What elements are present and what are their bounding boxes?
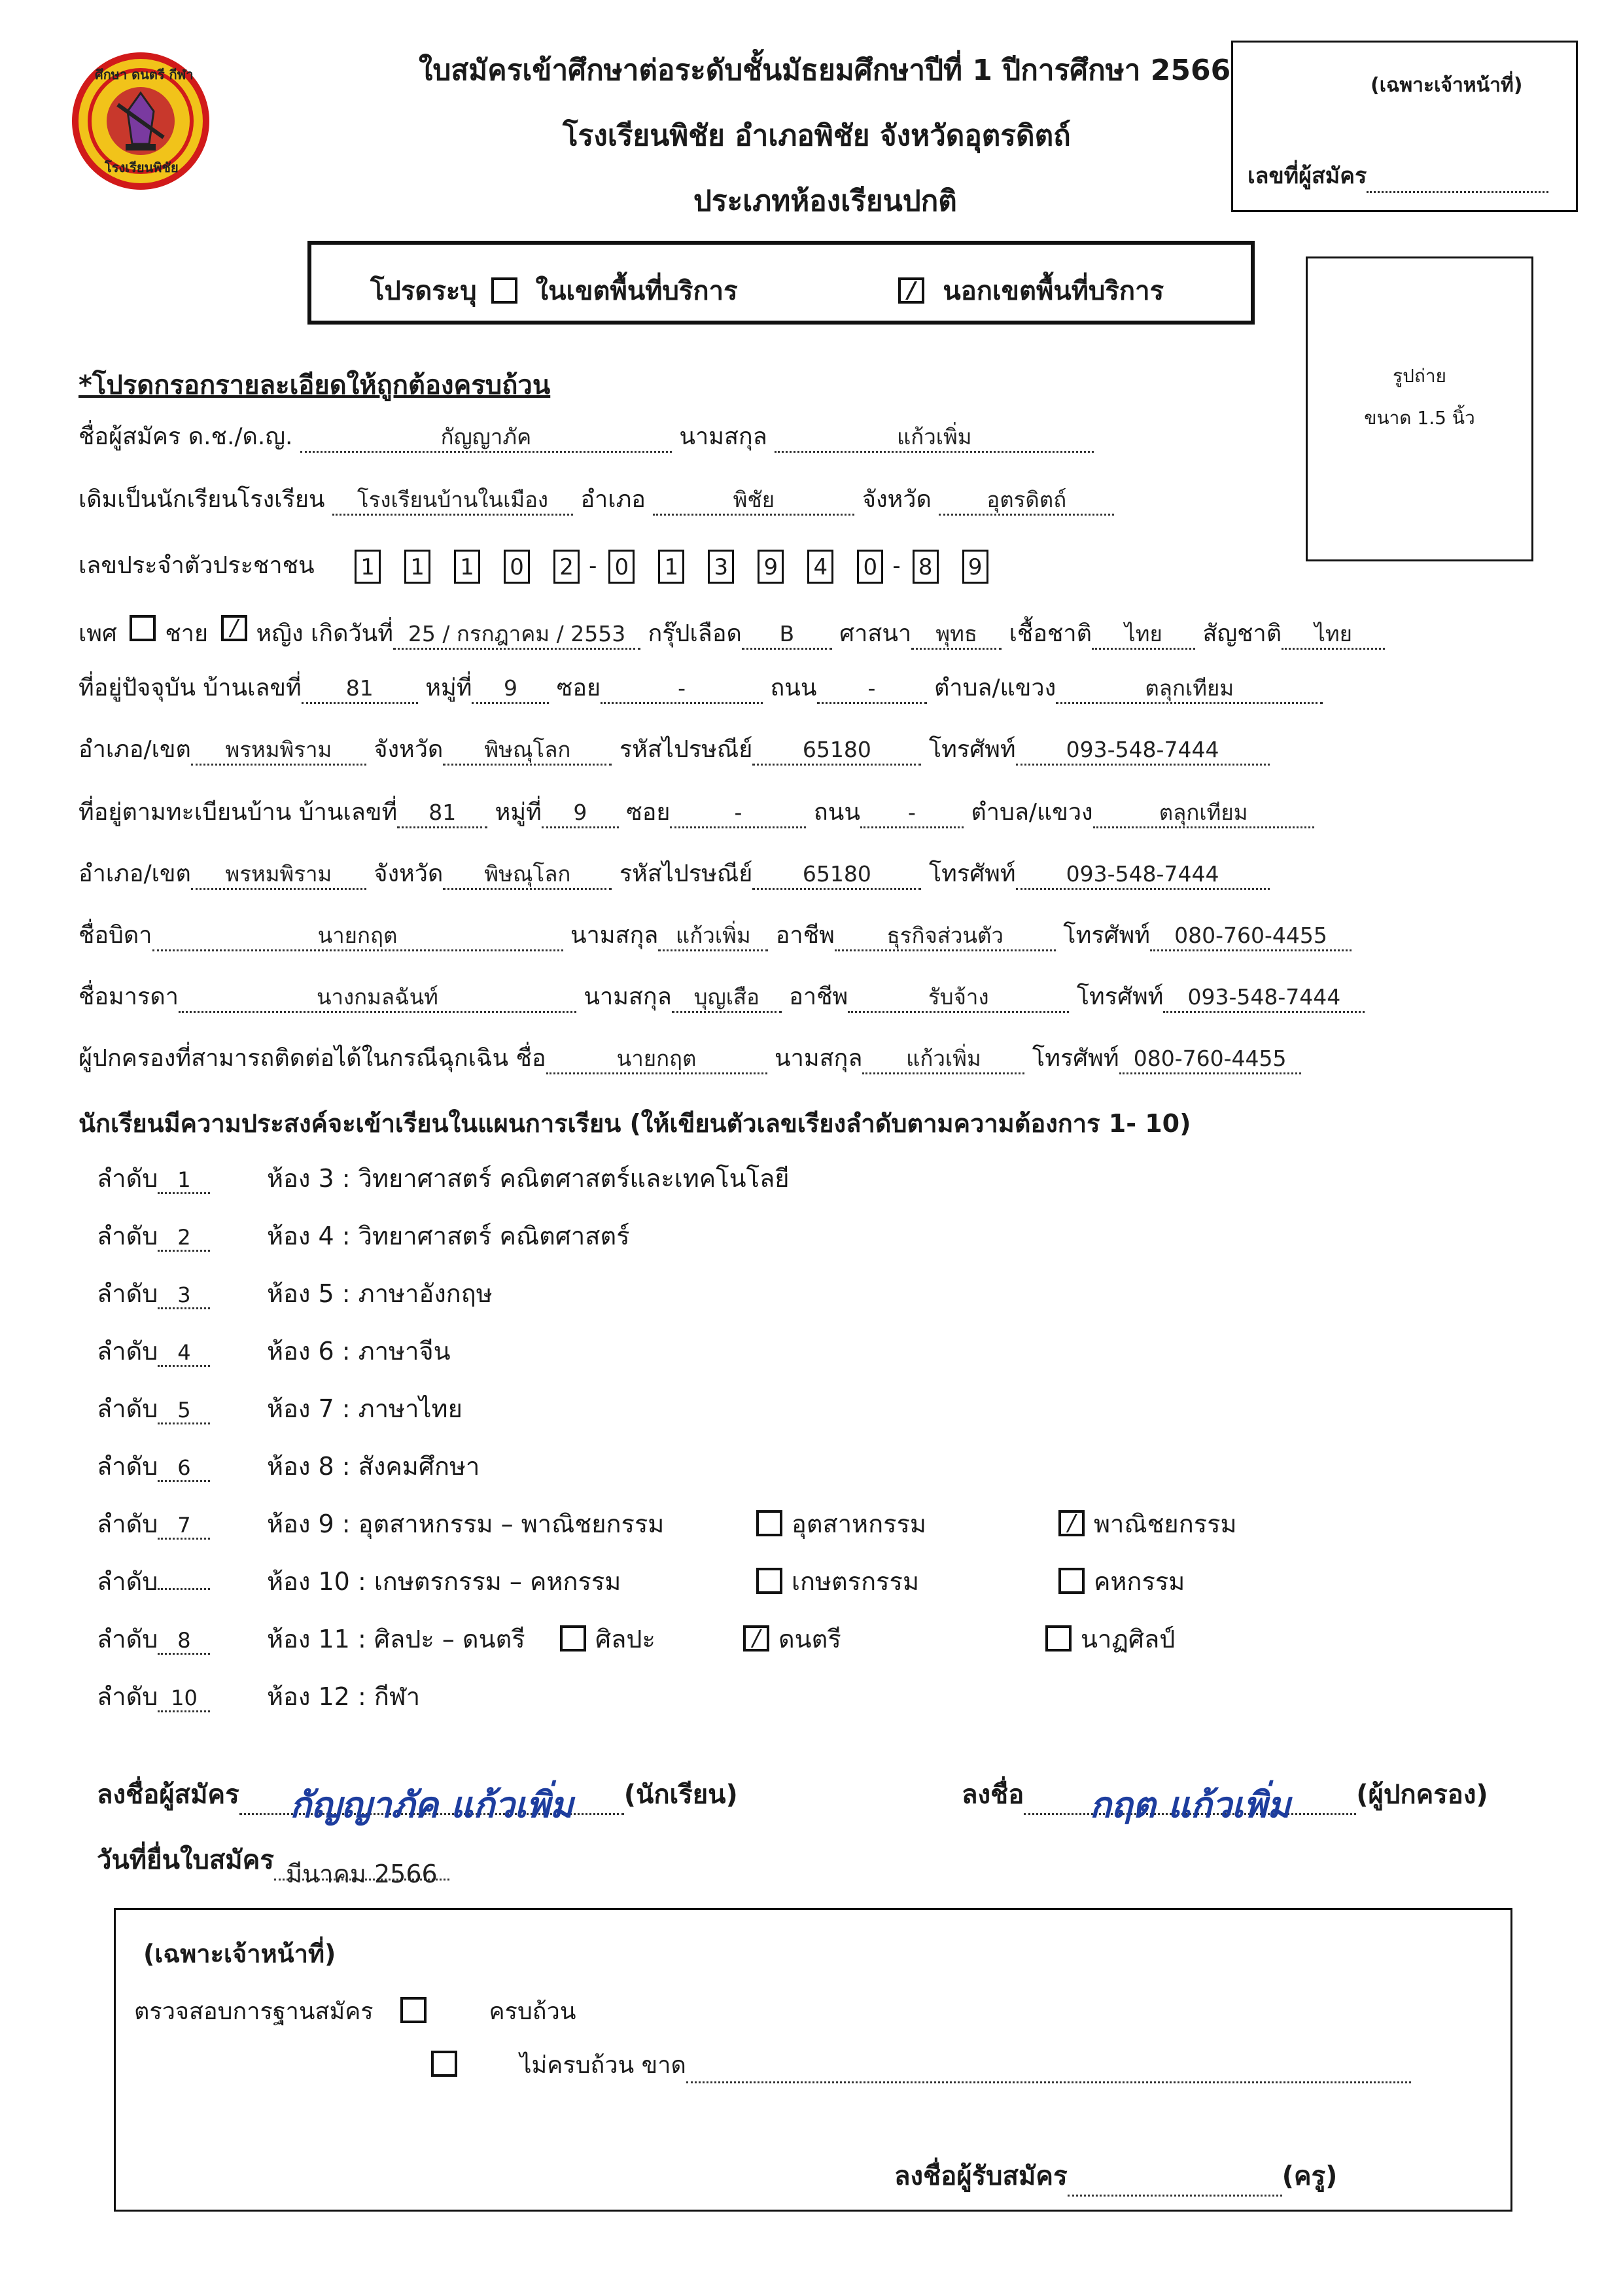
plan-row [97, 1273, 751, 1313]
outside-area-label: นอกเขตพื้นที่บริการ [943, 276, 1164, 306]
plan-room: ห้อง 12 : กีฬา [267, 1682, 421, 1711]
father-job[interactable]: ธุรกิจส่วนตัว [835, 925, 1056, 951]
logo-bottom-text: โรงเรียนพิชัย [105, 160, 179, 175]
seq-value[interactable]: 4 [158, 1340, 210, 1367]
complete-label: ครบถ้วน [489, 1998, 576, 2025]
officer-box-title: (เฉพาะเจ้าหน้าที่) [1370, 74, 1523, 97]
current-road[interactable]: - [817, 677, 927, 704]
photo-box [1306, 256, 1533, 561]
seq-label: ลำดับ [97, 1625, 158, 1653]
plan-option-checkbox[interactable] [1045, 1625, 1072, 1651]
plan-option-checkbox[interactable] [756, 1510, 782, 1536]
check-docs-label: ตรวจสอบการฐานสมัคร [134, 1998, 374, 2025]
plan-row [97, 1331, 751, 1371]
plan-option-label: คหกรรม [1094, 1567, 1185, 1596]
seq-value[interactable]: 6 [158, 1455, 210, 1482]
school-line: โรงเรียนพิชัย อำเภอพิชัย จังหวัดอุตรดิตถ์ [563, 119, 1071, 152]
seq-value[interactable]: 1 [158, 1167, 210, 1194]
current-province-label: จังหวัด [374, 736, 444, 763]
id-digit-box[interactable]: 9 [962, 550, 988, 584]
seq-label: ลำดับ [97, 1510, 158, 1538]
id-digit-box[interactable]: 3 [708, 550, 734, 584]
seq-value[interactable]: 8 [158, 1628, 210, 1655]
plan-option-checkbox[interactable] [1058, 1510, 1085, 1536]
plan-option-label: นาฏศิลป์ [1081, 1625, 1176, 1653]
reg-moo[interactable]: 9 [542, 802, 619, 828]
officer-section-title: (เฉพาะเจ้าหน้าที่) [143, 1939, 336, 1968]
id-digit-box[interactable]: 1 [355, 550, 381, 584]
reg-postcode[interactable]: 65180 [752, 863, 921, 890]
mother-job[interactable]: รับจ้าง [848, 986, 1069, 1013]
prev-school-field[interactable]: โรงเรียนบ้านในเมือง [332, 489, 573, 516]
plan-room: ห้อง 11 : ศิลปะ – ดนตรี [267, 1625, 525, 1653]
mother-job-label: อาชีพ [789, 983, 848, 1010]
seq-label: ลำดับ [97, 1279, 158, 1308]
applicant-signature[interactable]: กัญญาภัค แก้วเพิ่ม [239, 1776, 624, 1815]
seq-value[interactable]: 3 [158, 1282, 210, 1309]
reg-province[interactable]: พิษณุโลก [443, 863, 612, 890]
seq-label: ลำดับ [97, 1164, 158, 1193]
plan-room: ห้อง 5 : ภาษาอังกฤษ [267, 1279, 493, 1308]
plan-row [97, 1158, 790, 1198]
complete-checkbox[interactable] [400, 1997, 427, 2023]
id-digit-box[interactable]: 1 [454, 550, 480, 584]
seq-label: ลำดับ [97, 1567, 158, 1596]
name-label: ชื่อผู้สมัคร ด.ช./ด.ญ. [79, 423, 293, 450]
plan-room: ห้อง 3 : วิทยาศาสตร์ คณิตศาสตร์และเทคโนโลยี [267, 1164, 790, 1193]
current-district[interactable]: พรหมพิราม [191, 739, 366, 766]
current-moo[interactable]: 9 [472, 677, 549, 704]
officer-box-top [1231, 41, 1578, 212]
prev-school-label: เดิมเป็นนักเรียนโรงเรียน [79, 486, 325, 513]
incomplete-checkbox[interactable] [431, 2051, 457, 2077]
nationality-label: สัญชาติ [1202, 620, 1282, 647]
birth-date-field[interactable]: 25 / กรกฎาคม / 2553 [393, 623, 640, 650]
plan-option-label: อุตสาหกรรม [792, 1510, 926, 1538]
surname-label: นามสกุล [679, 423, 767, 450]
guardian-surname-label: นามสกุล [775, 1045, 863, 1072]
blood-field[interactable]: B [742, 623, 832, 650]
form-title: ใบสมัครเข้าศึกษาต่อระดับชั้นมัธยมศึกษาปีที่ 1 ปีการศึกษา 2566 [419, 54, 1231, 87]
seq-value[interactable]: 2 [158, 1225, 210, 1252]
birth-label: เกิดวันที่ [310, 620, 394, 647]
receiver-role: (ครู) [1282, 2161, 1338, 2191]
plan-room: ห้อง 4 : วิทยาศาสตร์ คณิตศาสตร์ [267, 1222, 630, 1250]
mother-label: ชื่อมารดา [79, 983, 179, 1010]
father-job-label: อาชีพ [775, 922, 835, 949]
nationality-field[interactable]: ไทย [1282, 623, 1385, 650]
sex-label: เพศ [79, 620, 117, 647]
plan-row [97, 1446, 751, 1486]
plan-option-label: ดนตรี [778, 1625, 841, 1653]
current-soi[interactable]: - [601, 677, 763, 704]
reg-district[interactable]: พรหมพิราม [191, 863, 366, 890]
plan-heading: นักเรียนมีความประสงค์จะเข้าเรียนในแผนการเรียน (ให้เขียนตัวเลขเรียงลำดับตามความต้องการ 1- 10) [79, 1109, 1191, 1138]
photo-size: ขนาด 1.5 นิ้ว [1364, 407, 1475, 429]
plan-option-checkbox[interactable] [743, 1625, 769, 1651]
guardian-name[interactable]: นายกฤต [546, 1048, 767, 1074]
current-subdistrict-label: ตำบล/แขวง [934, 675, 1056, 701]
race-field[interactable]: ไทย [1092, 623, 1195, 650]
reg-house-no[interactable]: 81 [397, 802, 487, 828]
plan-row [97, 1216, 751, 1256]
prev-province-field[interactable]: อุตรดิตถ์ [939, 489, 1114, 516]
reg-subdistrict-label: ตำบล/แขวง [971, 799, 1093, 826]
guardian-label: ผู้ปกครองที่สามารถติดต่อได้ในกรณีฉุกเฉิน ชื่อ [79, 1045, 546, 1072]
plan-row [97, 1619, 1175, 1659]
father-phone-label: โทรศัพท์ [1063, 922, 1150, 949]
seq-value[interactable]: 5 [158, 1398, 210, 1424]
reg-phone[interactable]: 093-548-7444 [1016, 863, 1270, 890]
photo-label: รูปถ่าย [1393, 365, 1446, 387]
area-prefix: โปรดระบุ [370, 276, 477, 306]
father-label: ชื่อบิดา [79, 922, 152, 949]
current-province[interactable]: พิษณุโลก [443, 739, 612, 766]
current-subdistrict[interactable]: ตลุกเทียม [1056, 677, 1323, 704]
female-checkbox[interactable] [221, 615, 247, 641]
receiver-signature[interactable] [1068, 2170, 1282, 2197]
prev-province-label: จังหวัด [862, 486, 932, 513]
id-digit-box[interactable]: 8 [913, 550, 939, 584]
seq-label: ลำดับ [97, 1682, 158, 1711]
male-checkbox[interactable] [130, 615, 156, 641]
plan-room: ห้อง 9 : อุตสาหกรรม – พาณิชยกรรม [267, 1510, 665, 1538]
guardian-phone[interactable]: 080-760-4455 [1119, 1048, 1301, 1074]
plan-option-checkbox[interactable] [1058, 1568, 1085, 1594]
seq-label: ลำดับ [97, 1394, 158, 1423]
applicant-no-label: เลขที่ผู้สมัคร [1248, 163, 1367, 189]
current-phone-label: โทรศัพท์ [928, 736, 1016, 763]
inside-area-checkbox[interactable] [491, 277, 517, 304]
first-name-field[interactable]: กัญญาภัค [300, 426, 672, 453]
plan-room: ห้อง 6 : ภาษาจีน [267, 1337, 451, 1366]
id-digit-box[interactable]: 9 [758, 550, 784, 584]
current-moo-label: หมู่ที่ [425, 675, 472, 701]
plan-option-label: พาณิชยกรรม [1094, 1510, 1237, 1538]
inside-area-label: ในเขตพื้นที่บริการ [535, 276, 738, 306]
current-house-no[interactable]: 81 [302, 677, 418, 704]
surname-field[interactable]: แก้วเพิ่ม [775, 426, 1094, 453]
current-address-label: ที่อยู่ปัจจุบัน บ้านเลขที่ [79, 675, 302, 701]
plan-option-label: เกษตรกรรม [792, 1567, 920, 1596]
guardian-surname[interactable]: แก้วเพิ่ม [862, 1048, 1024, 1074]
reg-district-label: อำเภอ/เขต [79, 860, 191, 887]
plan-row [97, 1561, 1185, 1601]
reg-postcode-label: รหัสไปรษณีย์ [619, 860, 753, 887]
id-label: เลขประจำตัวประชาชน [79, 552, 315, 579]
applicant-role: (นักเรียน) [623, 1780, 738, 1810]
missing-items-field[interactable] [686, 2057, 1411, 2083]
classroom-type: ประเภทห้องเรียนปกติ [693, 185, 957, 218]
reg-address-label: ที่อยู่ตามทะเบียนบ้าน บ้านเลขที่ [79, 799, 398, 826]
current-postcode-label: รหัสไปรษณีย์ [619, 736, 753, 763]
race-label: เชื้อชาติ [1009, 620, 1092, 647]
applicant-sign-label: ลงชื่อผู้สมัคร [97, 1780, 239, 1810]
seq-value[interactable]: 7 [158, 1513, 210, 1540]
plan-room: ห้อง 8 : สังคมศึกษา [267, 1452, 480, 1481]
seq-value[interactable]: 10 [158, 1686, 210, 1712]
parent-signature[interactable]: กฤต แก้วเพิ่ม [1024, 1776, 1356, 1815]
parent-sign-label: ลงชื่อ [962, 1780, 1024, 1810]
id-separator: - [589, 553, 597, 579]
incomplete-label: ไม่ครบถ้วน ขาด [519, 2052, 686, 2079]
prev-district-field[interactable]: พิชัย [653, 489, 854, 516]
father-surname-label: นามสกุล [570, 922, 659, 949]
religion-label: ศาสนา [839, 620, 912, 647]
father-surname[interactable]: แก้วเพิ่ม [658, 925, 768, 951]
mother-phone[interactable]: 093-548-7444 [1163, 986, 1365, 1013]
blood-label: กรุ๊ปเลือด [648, 620, 742, 647]
outside-area-checkbox[interactable] [898, 277, 924, 304]
current-postcode[interactable]: 65180 [752, 739, 921, 766]
plan-room: ห้อง 10 : เกษตรกรรม – คหกรรม [267, 1567, 621, 1596]
id-digit-box[interactable]: 4 [807, 550, 833, 584]
plan-room: ห้อง 7 : ภาษาไทย [267, 1394, 462, 1423]
female-label: หญิง [256, 620, 304, 647]
id-digit-box[interactable]: 1 [404, 550, 430, 584]
seq-label: ลำดับ [97, 1337, 158, 1366]
mother-surname-label: นามสกุล [584, 983, 672, 1010]
reg-phone-label: โทรศัพท์ [928, 860, 1016, 887]
reg-soi[interactable]: - [670, 802, 806, 828]
plan-option-label: ศิลปะ [595, 1625, 655, 1653]
officer-section [114, 1908, 1512, 2212]
id-digit-box[interactable]: 0 [608, 550, 635, 584]
plan-option-checkbox[interactable] [756, 1568, 782, 1594]
reg-road-label: ถนน [813, 799, 860, 826]
religion-field[interactable]: พุทธ [911, 623, 1002, 650]
id-digit-box[interactable]: 0 [857, 550, 883, 584]
instruction: *โปรดกรอกรายละเอียดให้ถูกต้องครบถ้วน [79, 370, 551, 400]
id-separator: - [892, 553, 901, 579]
mother-name[interactable]: นางกมลฉันท์ [179, 986, 576, 1013]
parent-role: (ผู้ปกครอง) [1356, 1780, 1488, 1810]
mother-surname[interactable]: บุญเสือ [672, 986, 782, 1013]
plan-row [97, 1388, 751, 1428]
reg-province-label: จังหวัด [374, 860, 444, 887]
applicant-no-field[interactable] [1367, 166, 1548, 193]
logo-top-text: ศึกษา ดนตรี กีฬา [95, 67, 194, 82]
father-name[interactable]: นายกฤต [152, 925, 563, 951]
reg-road[interactable]: - [860, 802, 964, 828]
guardian-phone-label: โทรศัพท์ [1032, 1045, 1119, 1072]
reg-soi-label: ซอย [626, 799, 671, 826]
id-digit-boxes [355, 552, 1012, 579]
seq-label: ลำดับ [97, 1222, 158, 1250]
receiver-label: ลงชื่อผู้รับสมัคร [894, 2161, 1068, 2191]
current-road-label: ถนน [770, 675, 817, 701]
seq-value[interactable] [158, 1588, 210, 1590]
current-phone[interactable]: 093-548-7444 [1016, 739, 1270, 766]
prev-district-label: อำเภอ [580, 486, 646, 513]
id-digit-box[interactable]: 2 [553, 550, 580, 584]
date-field[interactable]: มีนาคม 2566 [274, 1854, 449, 1881]
area-box [307, 241, 1255, 325]
current-district-label: อำเภอ/เขต [79, 736, 191, 763]
current-soi-label: ซอย [556, 675, 601, 701]
reg-moo-label: หมู่ที่ [495, 799, 542, 826]
date-label: วันที่ยื่นใบสมัคร [97, 1845, 274, 1875]
plan-row [97, 1676, 751, 1716]
mother-phone-label: โทรศัพท์ [1076, 983, 1164, 1010]
id-digit-box[interactable]: 1 [658, 550, 684, 584]
id-digit-box[interactable]: 0 [504, 550, 530, 584]
plan-row [97, 1504, 1237, 1544]
seq-label: ลำดับ [97, 1452, 158, 1481]
father-phone[interactable]: 080-760-4455 [1150, 925, 1352, 951]
male-label: ชาย [165, 620, 209, 647]
plan-option-checkbox[interactable] [560, 1625, 586, 1651]
reg-subdistrict[interactable]: ตลุกเทียม [1093, 802, 1314, 828]
